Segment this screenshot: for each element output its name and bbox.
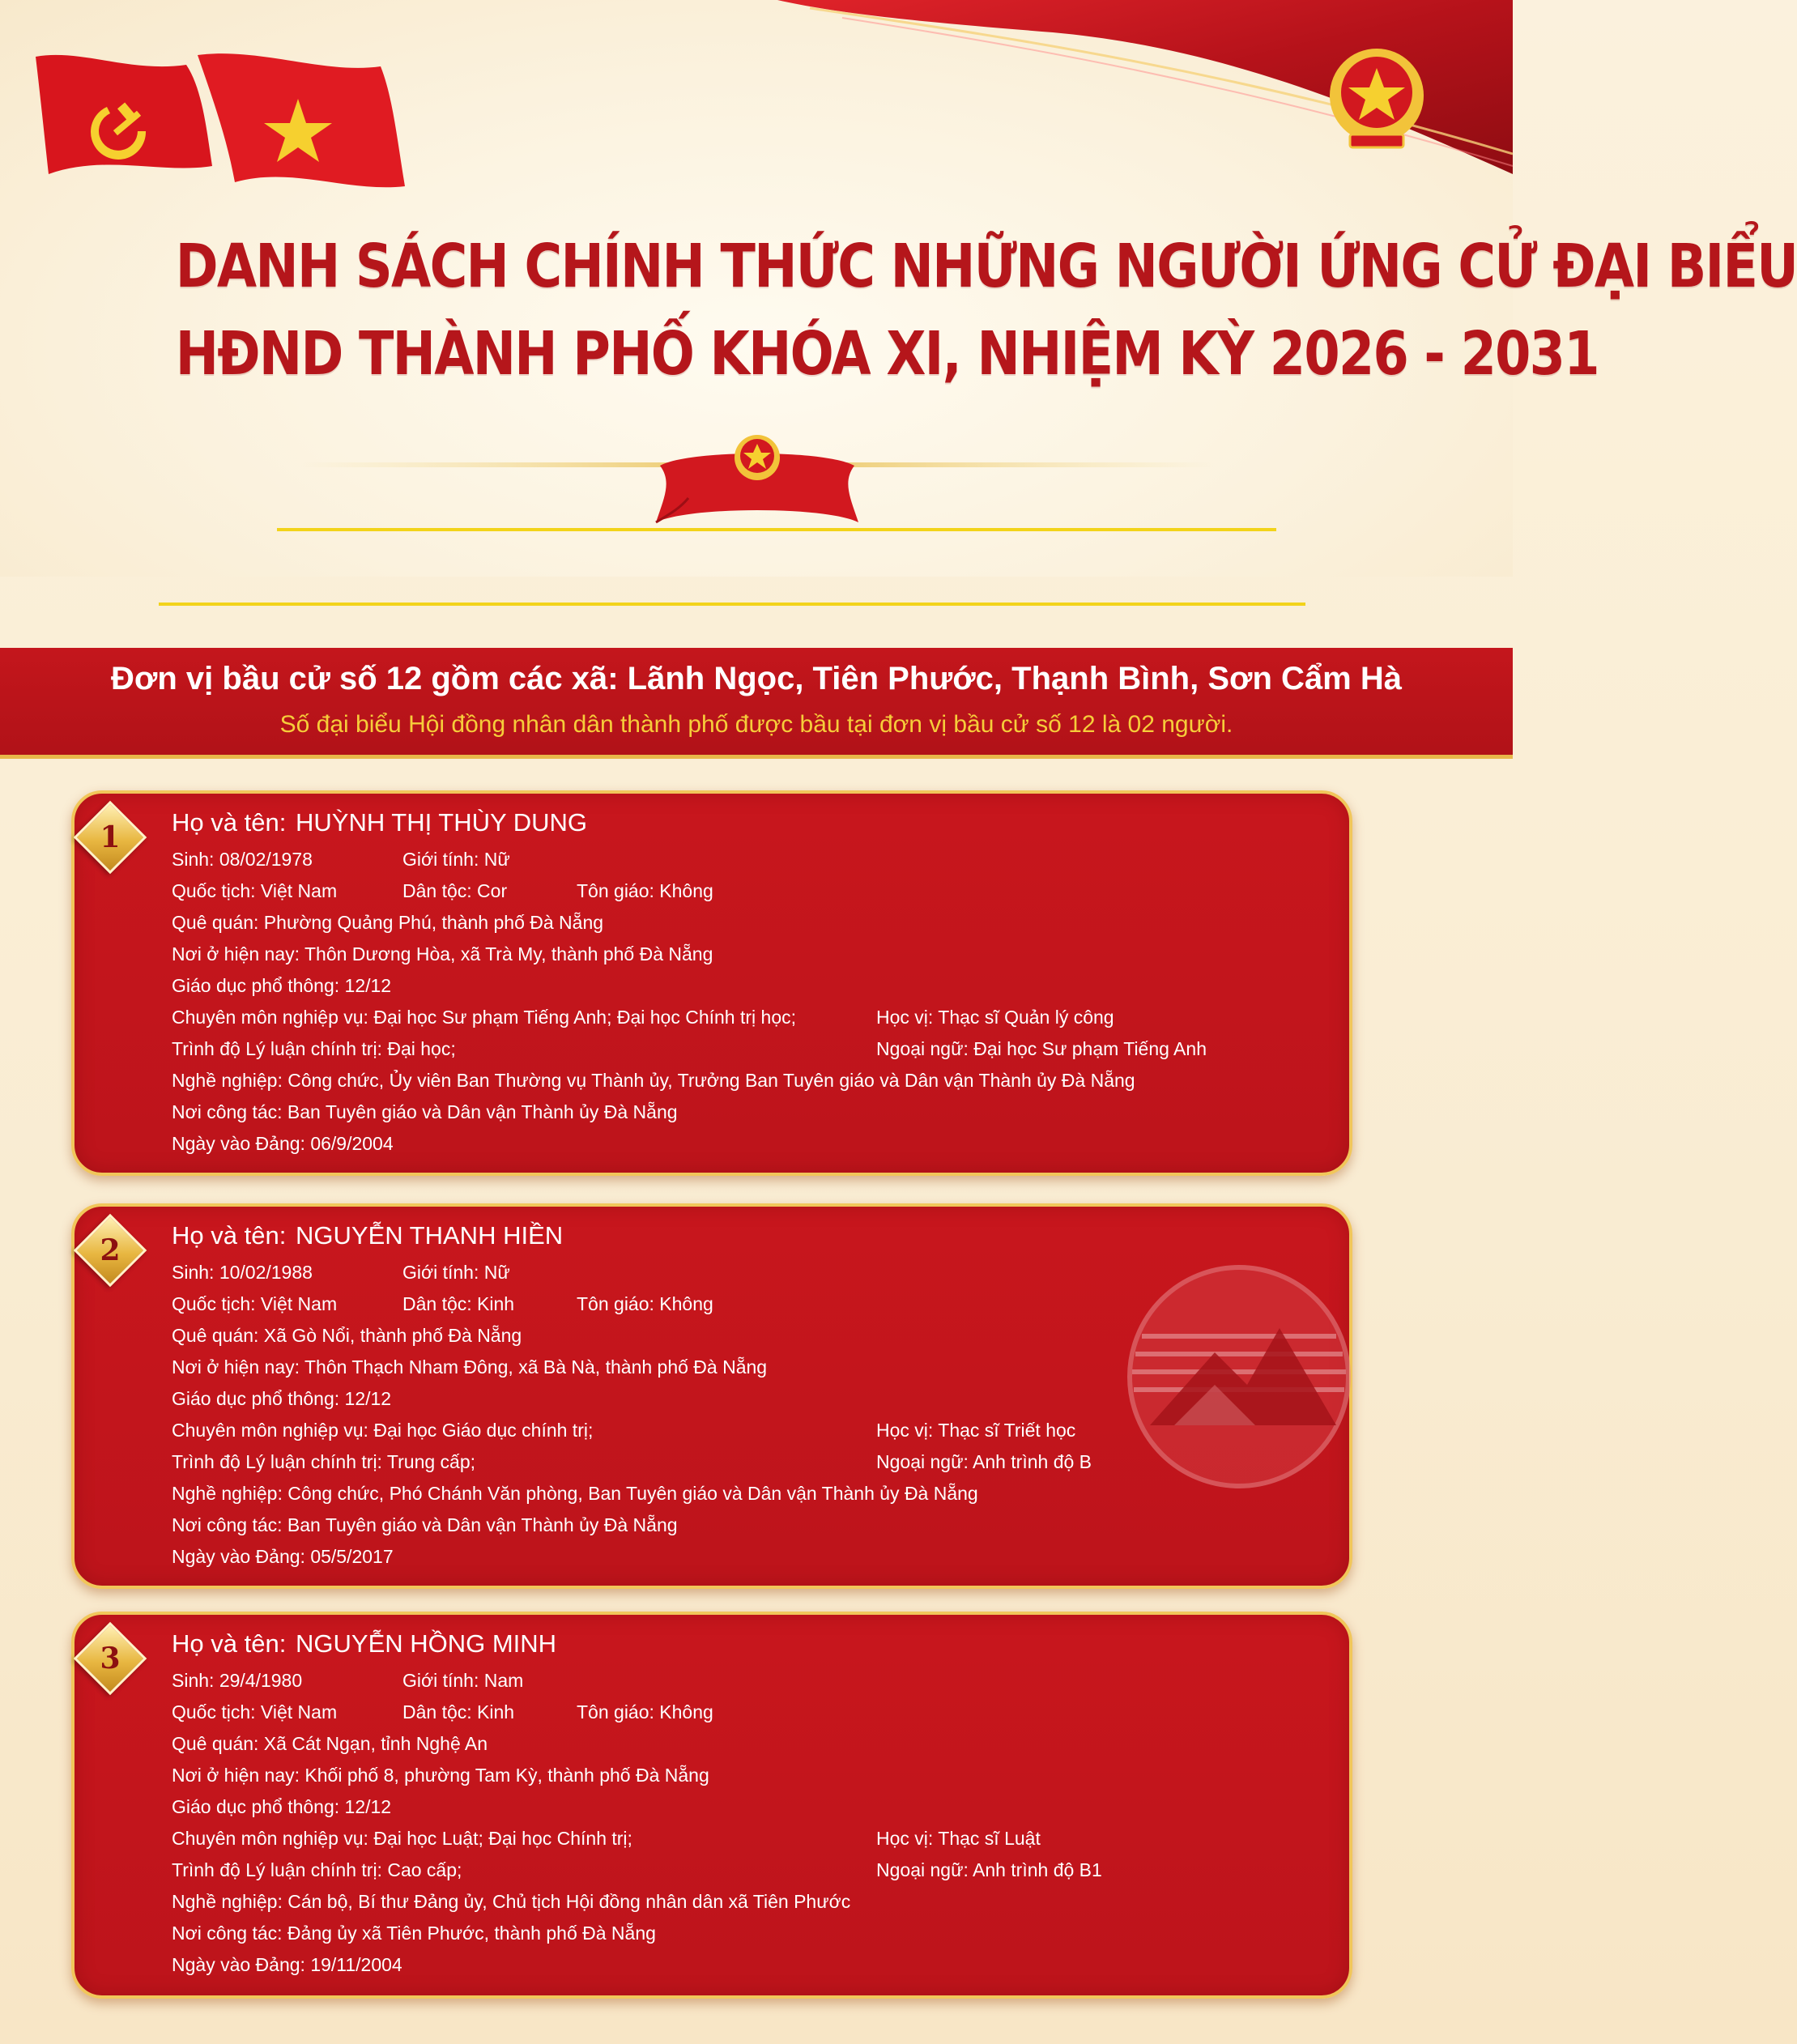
candidate-workplace: Nơi công tác: Ban Tuyên giáo và Dân vận Thành ủy Đà Nẵng — [172, 1101, 678, 1122]
candidate-birth: Sinh: 08/02/1978 — [172, 849, 313, 870]
header — [0, 0, 1797, 577]
emblem-ribbon-divider — [300, 417, 1215, 539]
candidate-occupation: Nghề nghiệp: Cán bộ, Bí thư Đảng ủy, Chủ tịch Hội đồng nhân dân xã Tiên Phước — [172, 1891, 851, 1912]
name-label: Họ và tên: — [172, 808, 287, 837]
candidate-ethnicity: Dân tộc: Kinh — [402, 1293, 515, 1314]
election-unit-title: Đơn vị bầu cử số 12 gồm các xã: Lãnh Ngọc, Tiên Phước, Thạnh Bình, Sơn Cẩm Hà — [111, 661, 1402, 696]
candidate-language: Ngoại ngữ: Anh trình độ B — [876, 1451, 1092, 1472]
candidate-gender: Giới tính: Nữ — [402, 849, 510, 870]
candidate-number-badge — [74, 1622, 147, 1696]
election-unit-subtitle: Số đại biểu Hội đồng nhân dân thành phố được bầu tại đơn vị bầu cử số 12 là 02 người. — [279, 711, 1233, 738]
candidate-religion: Tôn giáo: Không — [577, 880, 713, 901]
candidate-education: Giáo dục phổ thông: 12/12 — [172, 1388, 392, 1409]
candidate-workplace: Nơi công tác: Đảng ủy xã Tiên Phước, thành phố Đà Nẵng — [172, 1923, 656, 1944]
candidate-education: Giáo dục phổ thông: 12/12 — [172, 1796, 392, 1817]
candidate-degree: Học vị: Thạc sĩ Triết học — [876, 1420, 1076, 1441]
candidate-residence: Nơi ở hiện nay: Khối phố 8, phường Tam Kỳ, thành phố Đà Nẵng — [172, 1765, 709, 1786]
candidate-number: 1 — [100, 820, 121, 854]
candidate-language: Ngoại ngữ: Đại học Sư phạm Tiếng Anh — [876, 1038, 1207, 1059]
candidate-politics: Trình độ Lý luận chính trị: Đại học; — [172, 1038, 456, 1059]
candidate-specialty: Chuyên môn nghiệp vụ: Đại học Giáo dục chính trị; — [172, 1420, 594, 1441]
candidate-workplace: Nơi công tác: Ban Tuyên giáo và Dân vận Thành ủy Đà Nẵng — [172, 1514, 678, 1535]
candidate-gender: Giới tính: Nữ — [402, 1262, 510, 1283]
candidate-degree: Học vị: Thạc sĩ Quản lý công — [876, 1007, 1114, 1028]
candidate-number-badge — [74, 1214, 147, 1288]
candidate-language: Ngoại ngữ: Anh trình độ B1 — [876, 1859, 1102, 1880]
name-label: Họ và tên: — [172, 1221, 287, 1250]
candidate-ethnicity: Dân tộc: Cor — [402, 880, 508, 901]
candidate-nationality: Quốc tịch: Việt Nam — [172, 1701, 338, 1722]
candidate-party-date: Ngày vào Đảng: 05/5/2017 — [172, 1546, 394, 1567]
national-emblem-icon — [1316, 39, 1437, 160]
flags-decoration — [0, 0, 454, 211]
candidate-occupation: Nghề nghiệp: Công chức, Ủy viên Ban Thường vụ Thành ủy, Trưởng Ban Tuyên giáo và Dân vận Thành ủy Đà Nẵng — [172, 1070, 1135, 1091]
candidate-number: 2 — [100, 1233, 121, 1267]
candidate-specialty: Chuyên môn nghiệp vụ: Đại học Sư phạm Tiếng Anh; Đại học Chính trị học; — [172, 1007, 797, 1028]
election-unit-banner — [0, 648, 1513, 759]
candidate-politics: Trình độ Lý luận chính trị: Trung cấp; — [172, 1451, 476, 1472]
page-title — [175, 223, 1797, 398]
candidate-party-date: Ngày vào Đảng: 19/11/2004 — [172, 1954, 402, 1975]
candidate-education: Giáo dục phổ thông: 12/12 — [172, 975, 392, 996]
candidate-politics: Trình độ Lý luận chính trị: Cao cấp; — [172, 1859, 462, 1880]
candidate-hometown: Quê quán: Phường Quảng Phú, thành phố Đà Nẵng — [172, 912, 604, 933]
gold-divider-line — [277, 528, 1276, 531]
candidate-party-date: Ngày vào Đảng: 06/9/2004 — [172, 1133, 394, 1154]
candidate-name: NGUYỄN HỒNG MINH — [296, 1629, 557, 1658]
candidate-birth: Sinh: 29/4/1980 — [172, 1670, 303, 1691]
da-nang-logo-watermark — [1126, 1263, 1352, 1490]
candidate-birth: Sinh: 10/02/1988 — [172, 1262, 313, 1283]
candidate-degree: Học vị: Thạc sĩ Luật — [876, 1828, 1041, 1849]
gold-divider-line-2 — [159, 603, 1305, 606]
candidate-card — [71, 790, 1352, 1176]
candidate-number: 3 — [100, 1642, 121, 1676]
title-line-2: HĐND THÀNH PHỐ KHÓA XI, NHIỆM KỲ 2026 - 2031 — [175, 319, 1599, 389]
candidate-specialty: Chuyên môn nghiệp vụ: Đại học Luật; Đại học Chính trị; — [172, 1828, 632, 1849]
candidate-name: NGUYỄN THANH HIỀN — [296, 1221, 564, 1250]
candidate-hometown: Quê quán: Xã Gò Nổi, thành phố Đà Nẵng — [172, 1325, 522, 1346]
title-line-1: DANH SÁCH CHÍNH THỨC NHỮNG NGƯỜI ỨNG CỬ ĐẠI BIỂU — [175, 232, 1797, 301]
candidate-residence: Nơi ở hiện nay: Thôn Thạch Nham Đông, xã Bà Nà, thành phố Đà Nẵng — [172, 1356, 768, 1378]
candidate-religion: Tôn giáo: Không — [577, 1293, 713, 1314]
candidate-gender: Giới tính: Nam — [402, 1670, 524, 1691]
candidate-number-badge — [74, 801, 147, 875]
candidate-nationality: Quốc tịch: Việt Nam — [172, 1293, 338, 1314]
candidate-nationality: Quốc tịch: Việt Nam — [172, 880, 338, 901]
name-label: Họ và tên: — [172, 1629, 287, 1658]
candidate-residence: Nơi ở hiện nay: Thôn Dương Hòa, xã Trà My, thành phố Đà Nẵng — [172, 943, 713, 965]
candidate-ethnicity: Dân tộc: Kinh — [402, 1701, 515, 1722]
candidate-hometown: Quê quán: Xã Cát Ngạn, tỉnh Nghệ An — [172, 1733, 488, 1754]
candidate-occupation: Nghề nghiệp: Công chức, Phó Chánh Văn phòng, Ban Tuyên giáo và Dân vận Thành ủy Đà Nẵng — [172, 1483, 978, 1504]
candidate-religion: Tôn giáo: Không — [577, 1701, 713, 1722]
candidate-card — [71, 1612, 1352, 1999]
candidate-name: HUỲNH THỊ THÙY DUNG — [296, 808, 587, 837]
